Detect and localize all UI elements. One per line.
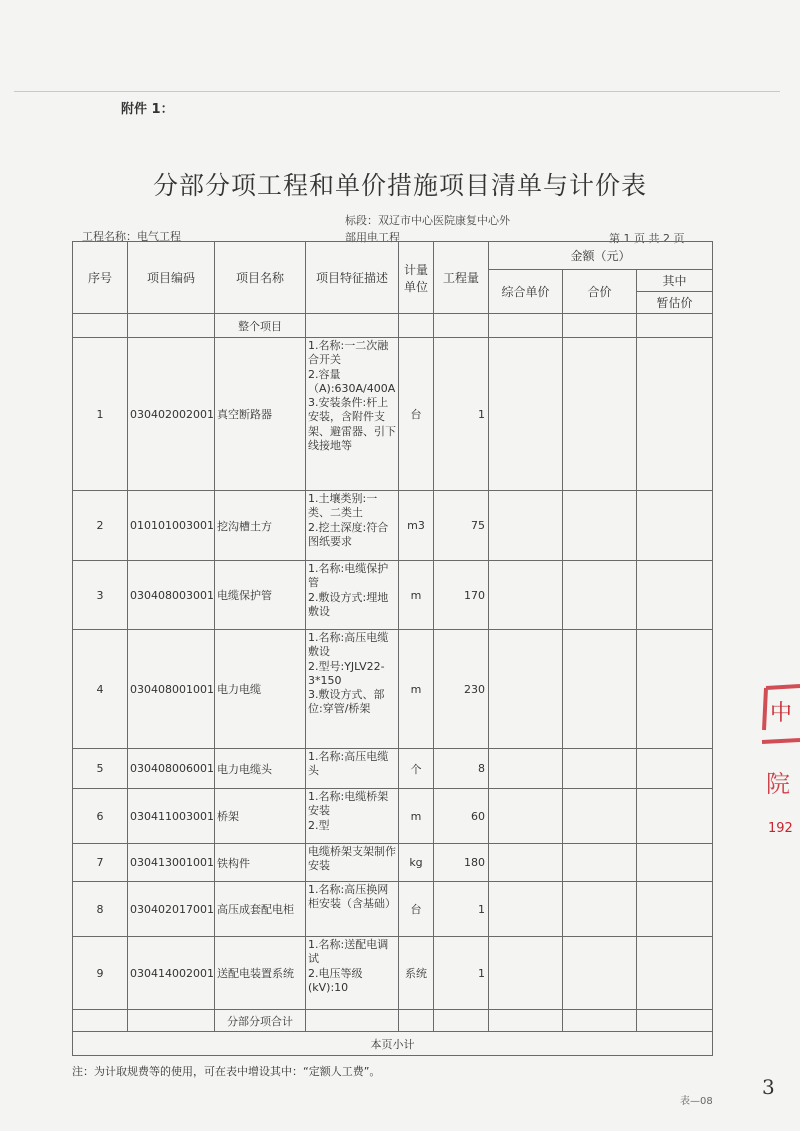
cell-empty [128, 314, 215, 338]
row-unit: 台 [399, 882, 434, 937]
row-seq: 5 [73, 749, 128, 789]
header-provisional: 暂估价 [637, 292, 713, 314]
cell-empty [637, 1010, 713, 1032]
stamp-char-2: 院 [766, 770, 790, 798]
row-desc: 1.名称:电缆保护管 2.敷设方式:埋地敷设 [308, 562, 389, 618]
subtotal-page-row [73, 1032, 713, 1056]
cell-empty [306, 314, 399, 338]
row-qty: 170 [434, 561, 489, 630]
row-seq: 4 [73, 630, 128, 749]
row-unit: 台 [399, 338, 434, 491]
row-total [563, 338, 637, 491]
row-total [563, 491, 637, 561]
row-total [563, 630, 637, 749]
row-code: 010101003001 [128, 491, 215, 561]
row-qty: 1 [434, 338, 489, 491]
row-desc: 1.名称:一二次融合开关 2.容量（A):630A/400A 3.安装条件:杆上安装，含附件支架、避雷器、引下线接地等 [308, 339, 396, 453]
row-code: 030411003001 [128, 789, 215, 844]
row-qty: 1 [434, 937, 489, 1010]
row-seq: 7 [73, 844, 128, 882]
row-code: 030414002001 [128, 937, 215, 1010]
red-seal-stamp [748, 680, 800, 840]
row-desc: 1.名称:电缆桥架安装 2.型 [308, 790, 389, 832]
row-provisional [637, 844, 713, 882]
row-total [563, 561, 637, 630]
project-name: 工程名称：电气工程 [82, 230, 181, 243]
row-unit-price [489, 630, 563, 749]
cell-empty [399, 314, 434, 338]
table-row [73, 338, 713, 491]
row-name: 高压成套配电柜 [215, 882, 306, 937]
page-info: 第 1 页 共 2 页 [609, 232, 685, 245]
row-provisional [637, 561, 713, 630]
row-qty: 230 [434, 630, 489, 749]
row-name: 挖沟槽土方 [215, 491, 306, 561]
row-provisional [637, 789, 713, 844]
row-code: 030413001001 [128, 844, 215, 882]
table-row [73, 844, 713, 882]
cell-empty [434, 314, 489, 338]
row-code: 030402002001 [128, 338, 215, 491]
header-code: 项目编码 [128, 242, 215, 314]
row-qty: 75 [434, 491, 489, 561]
whole-project-label: 整个项目 [215, 314, 306, 338]
row-desc: 1.名称:高压电缆头 [308, 750, 389, 778]
row-provisional [637, 937, 713, 1010]
row-unit-price [489, 338, 563, 491]
row-unit: 系统 [399, 937, 434, 1010]
cell-empty [128, 1010, 215, 1032]
footnote: 注：为计取规费等的使用，可在表中增设其中：“定额人工费”。 [72, 1065, 381, 1078]
row-unit-price [489, 937, 563, 1010]
page-title: 分部分项工程和单价措施项目清单与计价表 [152, 171, 647, 200]
table-row [73, 882, 713, 937]
row-name: 电力电缆 [215, 630, 306, 749]
row-total [563, 749, 637, 789]
stamp-char-1: 中 [770, 701, 793, 726]
row-name: 桥架 [215, 789, 306, 844]
header-unit-price: 综合单价 [489, 270, 563, 314]
header-total: 合价 [563, 270, 637, 314]
cell-empty [563, 1010, 637, 1032]
row-seq: 8 [73, 882, 128, 937]
subtotal-section-label: 分部分项合计 [215, 1010, 306, 1032]
row-total [563, 882, 637, 937]
table-row [73, 749, 713, 789]
cell-empty [434, 1010, 489, 1032]
form-number: 表—08 [680, 1096, 713, 1107]
row-total [563, 844, 637, 882]
row-desc: 1.名称:送配电调试 2.电压等级(kV):10 [308, 938, 389, 994]
row-qty: 60 [434, 789, 489, 844]
row-name: 送配电装置系统 [215, 937, 306, 1010]
row-desc: 1.土壤类别:一类、二类土 2.挖土深度:符合图纸要求 [308, 492, 389, 548]
row-provisional [637, 749, 713, 789]
row-unit: m3 [399, 491, 434, 561]
row-desc: 1.名称:高压换网柜安装（含基础） [308, 883, 396, 911]
row-seq: 9 [73, 937, 128, 1010]
row-seq: 1 [73, 338, 128, 491]
row-seq: 2 [73, 491, 128, 561]
row-name: 电力电缆头 [215, 749, 306, 789]
row-qty: 8 [434, 749, 489, 789]
row-qty: 180 [434, 844, 489, 882]
table-row [73, 561, 713, 630]
row-name: 真空断路器 [215, 338, 306, 491]
row-unit-price [489, 561, 563, 630]
header-qty: 工程量 [434, 242, 489, 314]
header-of-which: 其中 [637, 270, 713, 292]
scan-line [14, 91, 780, 92]
header-amount: 金额（元） [489, 242, 713, 270]
table-row [73, 630, 713, 749]
table-row [73, 937, 713, 1010]
row-provisional [637, 630, 713, 749]
subtotal-page-label: 本页小计 [73, 1032, 713, 1056]
stamp-char-3: 192 [768, 821, 793, 836]
row-unit: m [399, 789, 434, 844]
row-total [563, 789, 637, 844]
row-seq: 3 [73, 561, 128, 630]
cell-empty [306, 1010, 399, 1032]
row-qty: 1 [434, 882, 489, 937]
cell-empty [489, 1010, 563, 1032]
row-name: 电缆保护管 [215, 561, 306, 630]
pricing-table [72, 241, 713, 1056]
row-desc: 1.名称:高压电缆敷设 2.型号:YJLV22-3*150 3.敷设方式、部位:穿管/桥架 [308, 631, 389, 716]
row-unit-price [489, 491, 563, 561]
handwritten-page-mark: 3 [762, 1075, 775, 1099]
row-unit-price [489, 749, 563, 789]
section-line-2: 部用电工程 [345, 231, 400, 244]
row-unit: m [399, 630, 434, 749]
cell-empty [489, 314, 563, 338]
table-row [73, 491, 713, 561]
row-unit-price [489, 882, 563, 937]
row-provisional [637, 338, 713, 491]
row-code: 030408001001 [128, 630, 215, 749]
row-unit-price [489, 789, 563, 844]
cell-empty [73, 1010, 128, 1032]
row-seq: 6 [73, 789, 128, 844]
row-unit: m [399, 561, 434, 630]
header-name: 项目名称 [215, 242, 306, 314]
cell-empty [563, 314, 637, 338]
table-row [73, 789, 713, 844]
header-desc: 项目特征描述 [306, 242, 399, 314]
header-unit: 计量单位 [399, 242, 434, 314]
cell-empty [73, 314, 128, 338]
row-total [563, 937, 637, 1010]
attachment-label: 附件 1： [121, 102, 174, 117]
row-provisional [637, 491, 713, 561]
row-code: 030402017001 [128, 882, 215, 937]
row-unit: 个 [399, 749, 434, 789]
row-unit-price [489, 844, 563, 882]
cell-empty [399, 1010, 434, 1032]
row-provisional [637, 882, 713, 937]
row-name: 铁构件 [215, 844, 306, 882]
row-unit: kg [399, 844, 434, 882]
cell-empty [637, 314, 713, 338]
row-desc: 电缆桥架支架制作安装 [308, 845, 396, 873]
header-seq: 序号 [73, 242, 128, 314]
row-code: 030408006001 [128, 749, 215, 789]
section-line-1: 标段：双辽市中心医院康复中心外 [345, 214, 510, 227]
row-code: 030408003001 [128, 561, 215, 630]
subtotal-section-row [73, 1010, 713, 1032]
